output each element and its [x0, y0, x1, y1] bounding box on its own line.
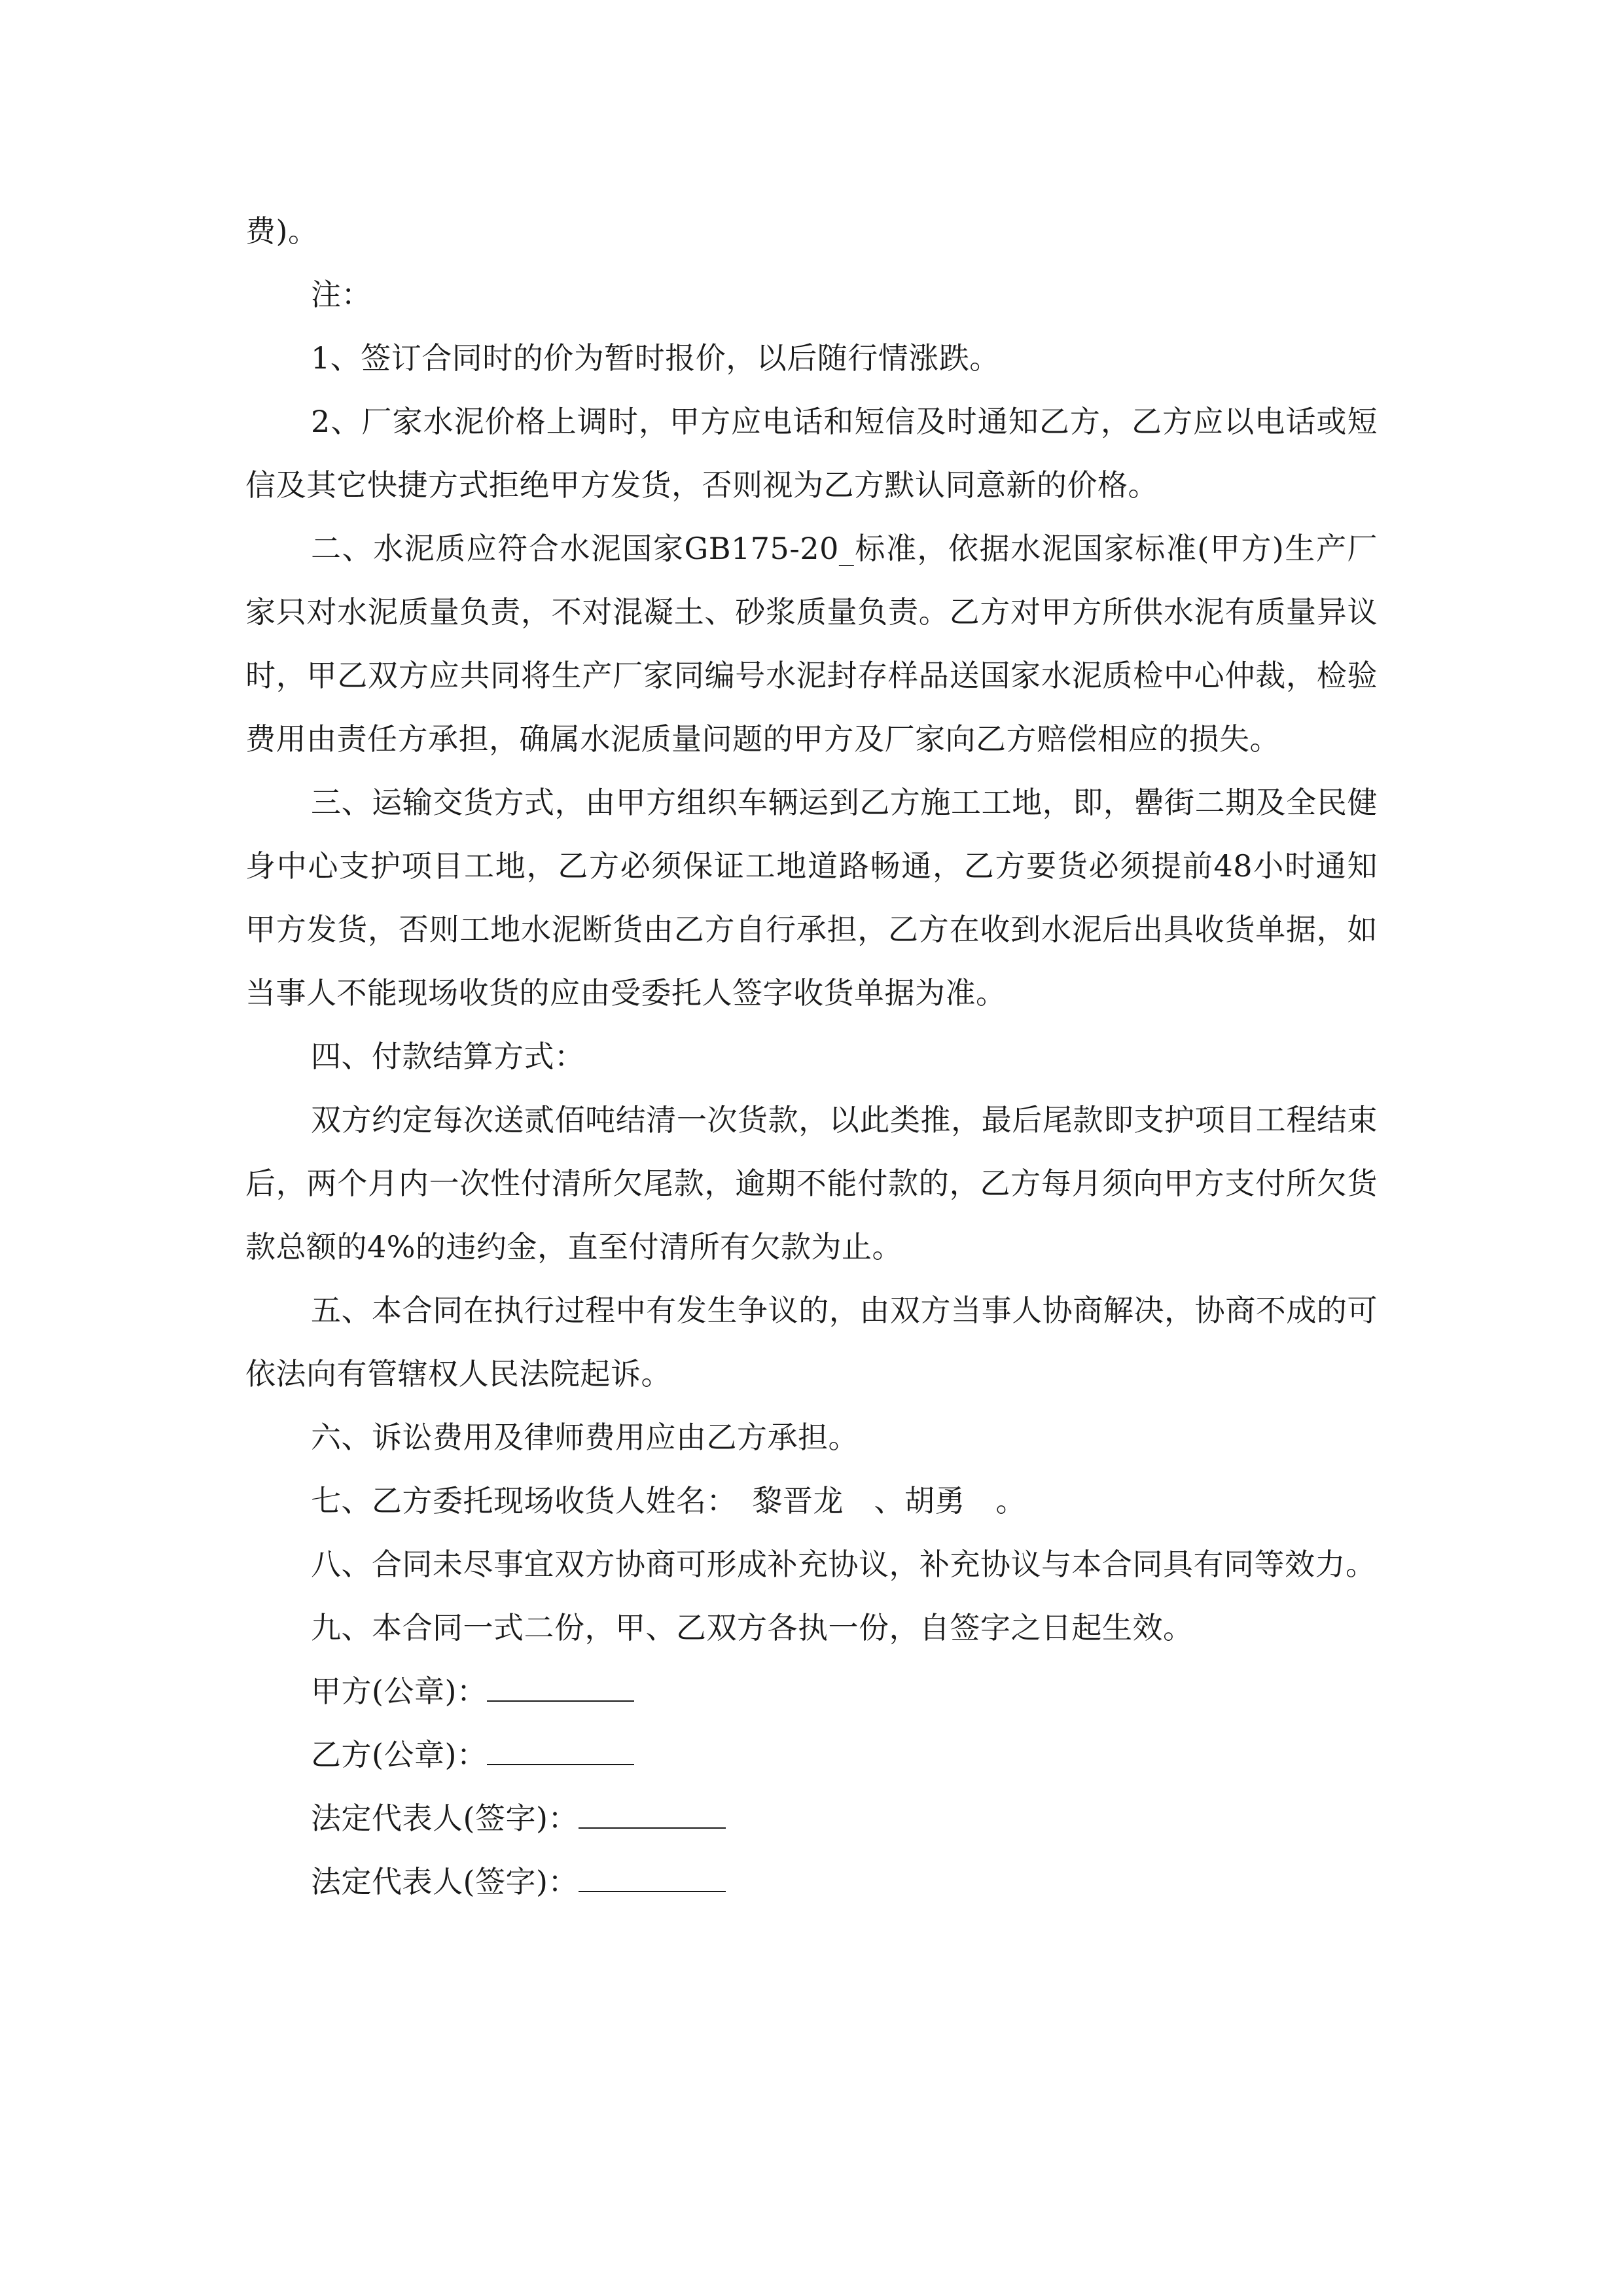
signature-blank[interactable] — [579, 1865, 726, 1892]
paragraph-clause-7-receiver: 七、乙方委托现场收货人姓名： 黎晋龙 、胡勇 。 — [311, 1483, 1026, 1518]
paragraph-clause-2-quality: 二、水泥质应符合水泥国家GB175-20_标准，依据水泥国家标准(甲方)生产厂家只对水泥质量负责，不对混凝土、砂浆质量负责。乙方对甲方所供水泥有质量异议时，甲乙双方应共同将生产厂家同编号水泥封存样品送国家水泥质检中心仲裁，检验费用由责任方承担，确属水泥质量问题的甲方及厂家向乙方赔偿相应的损失。 — [245, 531, 1378, 757]
paragraph-clause-4-heading: 四、付款结算方式： — [311, 1039, 585, 1074]
paragraph-note-1: 1、签订合同时的价为暂时报价，以后随行情涨跌。 — [311, 340, 1000, 376]
signature-blank[interactable] — [487, 1738, 634, 1765]
paragraph-clause-5-dispute: 五、本合同在执行过程中有发生争议的，由双方当事人协商解决，协商不成的可依法向有管辖权人民法院起诉。 — [245, 1293, 1378, 1391]
paragraph-note-heading: 注： — [311, 277, 372, 312]
signature-label: 法定代表人(签字)： — [311, 1864, 579, 1899]
paragraph-continuation: 费)。 — [245, 213, 319, 249]
signature-label: 甲方(公章)： — [311, 1674, 488, 1709]
signature-blank[interactable] — [487, 1674, 634, 1702]
signature-blank[interactable] — [579, 1801, 726, 1829]
paragraph-clause-9-effect: 九、本合同一式二份，甲、乙双方各执一份，自签字之日起生效。 — [311, 1610, 1194, 1645]
paragraph-note-2: 2、厂家水泥价格上调时，甲方应电话和短信及时通知乙方，乙方应以电话或短信及其它快捷方式拒绝甲方发货，否则视为乙方默认同意新的价格。 — [245, 404, 1378, 503]
signature-line-party-a — [245, 1660, 1378, 1723]
signature-line-party-b — [245, 1723, 1378, 1787]
contract-body — [245, 200, 1378, 1914]
signature-line-legal-rep-1 — [245, 1787, 1378, 1850]
paragraph-clause-6-fees: 六、诉讼费用及律师费用应由乙方承担。 — [311, 1420, 859, 1455]
signature-label: 乙方(公章)： — [311, 1737, 488, 1772]
paragraph-clause-4-payment: 双方约定每次送贰佰吨结清一次货款，以此类推，最后尾款即支护项目工程结束后，两个月内一次性付清所欠尾款，逾期不能付款的，乙方每月须向甲方支付所欠货款总额的4%的违约金，直至付清所有欠款为止。 — [245, 1102, 1378, 1265]
paragraph-clause-3-delivery: 三、运输交货方式，由甲方组织车辆运到乙方施工工地，即，罍街二期及全民健身中心支护项目工地，乙方必须保证工地道路畅通，乙方要货必须提前48小时通知甲方发货，否则工地水泥断货由乙方自行承担，乙方在收到水泥后出具收货单据，如当事人不能现场收货的应由受委托人签字收货单据为准。 — [245, 785, 1378, 1011]
signature-label: 法定代表人(签字)： — [311, 1801, 579, 1836]
paragraph-clause-8-supplement: 八、合同未尽事宜双方协商可形成补充协议，补充协议与本合同具有同等效力。 — [311, 1547, 1376, 1582]
signature-line-legal-rep-2 — [245, 1850, 1378, 1914]
